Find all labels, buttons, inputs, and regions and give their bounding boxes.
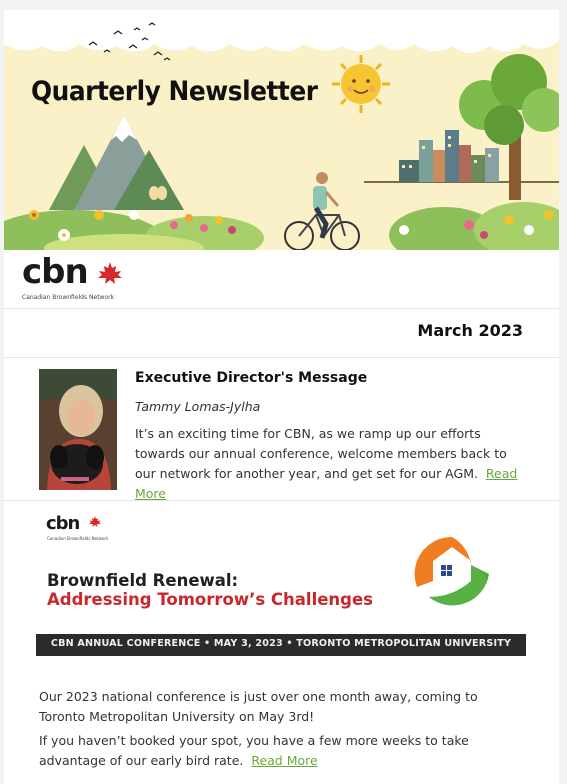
cbn-logo[interactable]: [22, 252, 132, 302]
issue-date-row: [4, 309, 559, 358]
conference-paragraph-2-text: If you haven’t booked your spot, you have a few more weeks to take advantage of our early bird rate.: [39, 733, 469, 768]
conference-headline: Brownfield Renewal:: [47, 571, 239, 590]
ed-message-title: Executive Director's Message: [135, 370, 368, 386]
sun-icon: [332, 55, 390, 113]
issue-date: March 2023: [417, 321, 523, 340]
newsletter-title: Quarterly Newsletter: [31, 76, 318, 107]
conference-paragraph-2: [39, 731, 509, 771]
conference-info-bar: [36, 634, 526, 656]
conference-info-text: CBN ANNUAL CONFERENCE • MAY 3, 2023 • TORONTO METROPOLITAN UNIVERSITY: [50, 638, 512, 649]
logo-wordmark: cbn: [22, 252, 88, 292]
logo-tagline: Canadian Brownfields Network: [22, 294, 115, 301]
conference-banner[interactable]: [36, 509, 526, 657]
conference-paragraph-1: Our 2023 national conference is just over one month away, coming to Toronto Metropolitan University on May 3rd!: [39, 689, 478, 724]
ed-message-text: It’s an exciting time for CBN, as we ramp up our efforts towards our annual conference, welcome members back to our network for another year, and get set for our AGM.: [135, 426, 507, 481]
maple-leaf-icon: [96, 260, 124, 288]
newsletter-card: [4, 10, 559, 784]
logo-row: [4, 250, 559, 309]
ed-message-section: [4, 358, 559, 501]
cyclist-icon: [285, 172, 359, 250]
maple-leaf-icon: [88, 515, 102, 529]
conference-read-more-link[interactable]: Read More: [251, 753, 318, 768]
ed-message-body: [135, 424, 530, 504]
ed-read-more-link[interactable]: Read More: [135, 466, 518, 501]
ed-message-author: Tammy Lomas-Jylha: [135, 399, 261, 414]
author-photo: [39, 369, 117, 490]
house-logo-icon: [413, 535, 491, 613]
header-banner: [4, 10, 559, 250]
conference-subheadline: Addressing Tomorrow’s Challenges: [47, 590, 373, 609]
conference-logo-tagline: Canadian Brownfields Network: [47, 536, 109, 541]
conference-section: [4, 501, 559, 784]
city-icon: [399, 130, 499, 182]
banner-illustration: [4, 10, 559, 250]
conference-logo-wordmark: cbn: [46, 513, 80, 534]
